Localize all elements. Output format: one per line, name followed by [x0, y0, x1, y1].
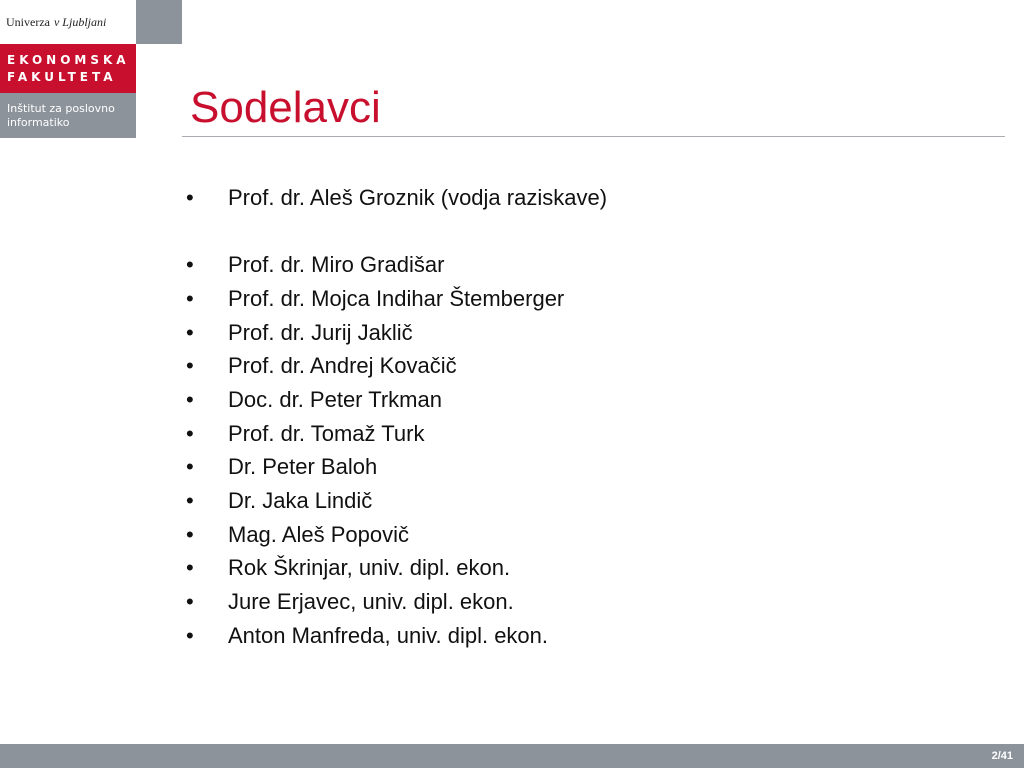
- institute-label-line: informatiko: [7, 115, 70, 129]
- list-item: [186, 383, 607, 417]
- list-item: [186, 181, 607, 215]
- bullet-icon: •: [186, 420, 194, 446]
- list-item-text: Prof. dr. Jurij Jaklič: [228, 319, 413, 345]
- list-item: [186, 451, 607, 485]
- bullet-icon: •: [186, 521, 194, 547]
- bullet-icon: •: [186, 386, 194, 412]
- faculty-logo-line: FAKULTETA: [7, 69, 117, 84]
- bullet-icon: •: [186, 622, 194, 648]
- faculty-logo: [0, 44, 136, 93]
- list-item-text: Anton Manfreda, univ. dipl. ekon.: [228, 622, 549, 648]
- institute-label-line: Inštitut za poslovno: [7, 101, 115, 115]
- bullet-icon: •: [186, 454, 194, 480]
- university-logo: [0, 0, 136, 44]
- bullet-icon: •: [186, 319, 194, 345]
- list-item-text: Rok Škrinjar, univ. dipl. ekon.: [228, 555, 511, 581]
- university-city: v Ljubljani: [53, 14, 107, 29]
- bullet-icon: •: [186, 184, 194, 210]
- list-item: [186, 417, 607, 451]
- list-item-text: Doc. dr. Peter Trkman: [228, 386, 442, 412]
- university-banner: [0, 0, 182, 44]
- faculty-logo-line: EKONOMSKA: [7, 52, 130, 67]
- list-item-text: Prof. dr. Aleš Groznik (vodja raziskave): [228, 184, 608, 210]
- bullet-icon: •: [186, 589, 194, 615]
- title-divider: [182, 136, 1005, 137]
- footer-bar: [0, 744, 1024, 768]
- list-item: [186, 619, 607, 653]
- list-item: [186, 248, 607, 282]
- list-item: [186, 349, 607, 383]
- bullet-icon: •: [186, 285, 194, 311]
- bullet-icon: •: [186, 555, 194, 581]
- list-item-text: Prof. dr. Miro Gradišar: [228, 252, 445, 278]
- list-item-text: Mag. Aleš Popovič: [228, 521, 409, 547]
- list-item-text: Dr. Peter Baloh: [228, 454, 378, 480]
- slide-title: Sodelavci: [190, 83, 381, 132]
- list-item-text: Prof. dr. Andrej Kovačič: [228, 353, 457, 379]
- list-item: [186, 552, 607, 586]
- list-item: [186, 282, 607, 316]
- institute-label: [0, 93, 136, 138]
- list-item-text: Dr. Jaka Lindič: [228, 488, 373, 514]
- list-item: [186, 518, 607, 552]
- bullet-icon: •: [186, 252, 194, 278]
- university-name: Univerza: [6, 14, 50, 29]
- list-item: [186, 316, 607, 350]
- page-number: 2/41: [991, 750, 1013, 762]
- list-item-text: Prof. dr. Tomaž Turk: [228, 420, 425, 446]
- list-item: [186, 585, 607, 619]
- contributors-list: [186, 181, 607, 653]
- bullet-icon: •: [186, 488, 194, 514]
- list-item-text: Jure Erjavec, univ. dipl. ekon.: [228, 589, 514, 615]
- list-item: [186, 484, 607, 518]
- list-item-text: Prof. dr. Mojca Indihar Štemberger: [228, 285, 565, 311]
- bullet-icon: •: [186, 353, 194, 379]
